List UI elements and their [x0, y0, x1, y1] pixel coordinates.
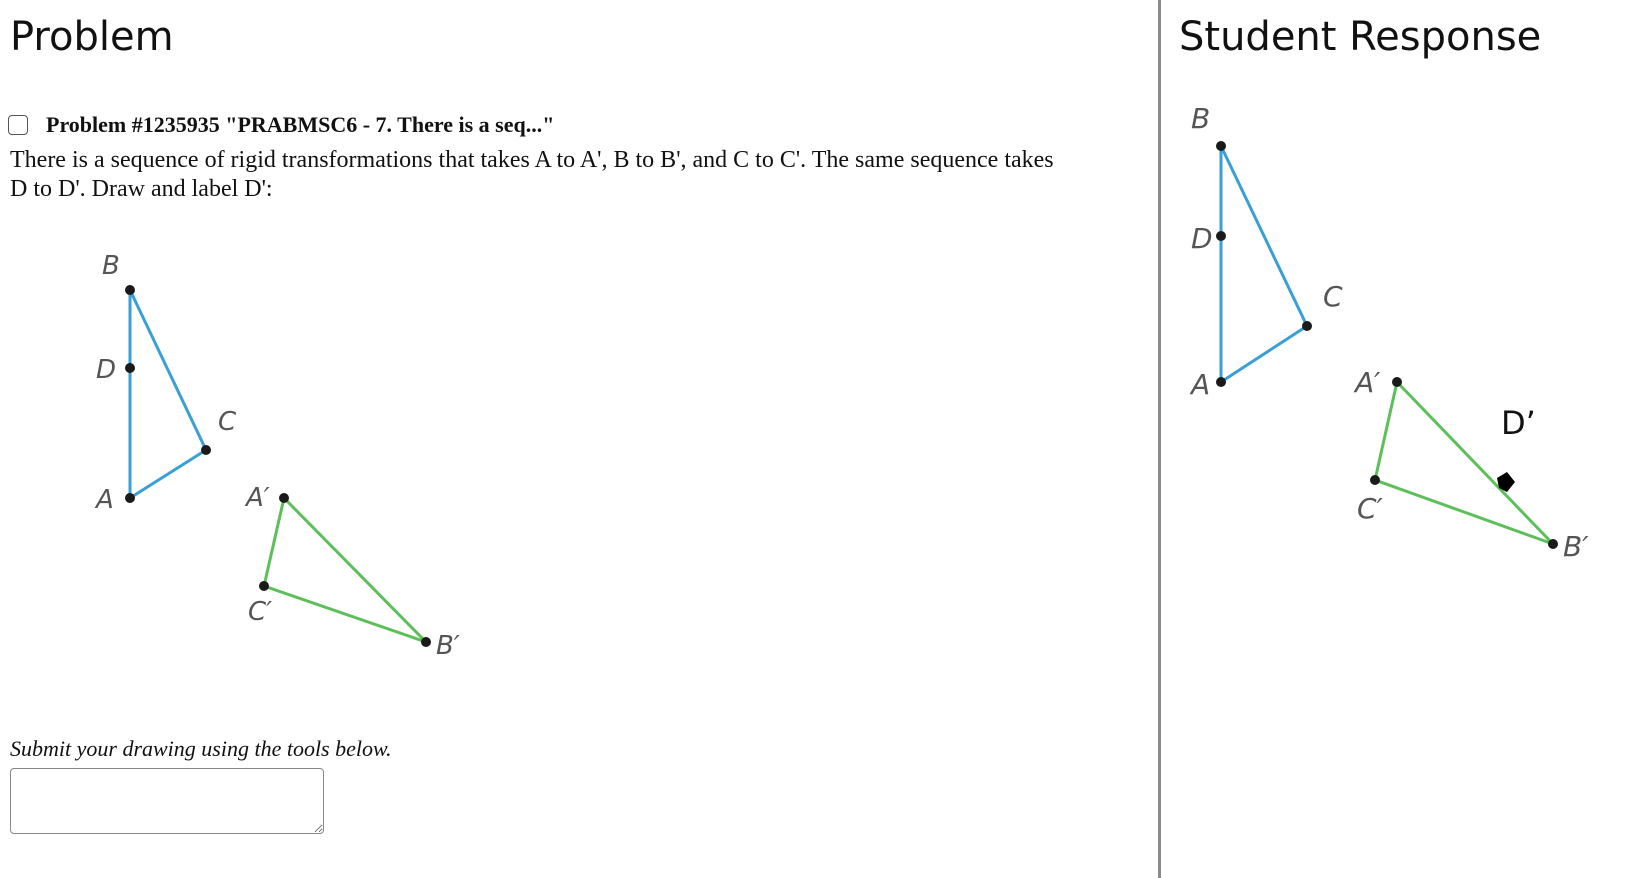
response-label-D: D: [1191, 222, 1213, 255]
original-triangle: [130, 290, 206, 498]
point-A: [125, 493, 135, 503]
response-point-A: [1216, 377, 1226, 387]
label-B-prime: B′: [436, 631, 460, 661]
label-D: D: [96, 355, 117, 385]
response-point-D: [1216, 231, 1226, 241]
response-label-A-prime: A′: [1355, 366, 1381, 399]
response-point-C-prime: [1370, 475, 1380, 485]
problem-statement: There is a sequence of rigid transformations that takes A to A', B to B', and C to C'. The same sequence takes D to D'. Draw and label D':: [10, 147, 1054, 202]
student-response-title: Student Response: [1179, 14, 1542, 60]
label-A-prime: A′: [246, 483, 270, 513]
problem-select-checkbox[interactable]: [8, 115, 28, 135]
problem-header: [8, 112, 554, 138]
point-A-prime: [279, 493, 289, 503]
response-label-B-prime: B′: [1563, 530, 1589, 563]
student-label-D-prime: D’: [1501, 404, 1536, 442]
answer-textarea[interactable]: [10, 768, 324, 834]
response-point-A-prime: [1392, 377, 1402, 387]
point-B: [125, 285, 135, 295]
student-response-pane: [1161, 0, 1652, 878]
point-B-prime: [421, 637, 431, 647]
label-B: B: [102, 251, 120, 281]
response-point-B: [1216, 141, 1226, 151]
point-C-prime: [259, 581, 269, 591]
response-point-C: [1302, 321, 1312, 331]
problem-figure: [80, 250, 500, 670]
point-C: [201, 445, 211, 455]
student-response-figure: [1161, 96, 1631, 576]
problem-pane-title: Problem: [10, 14, 174, 60]
response-original-triangle: [1221, 146, 1307, 382]
response-label-B: B: [1191, 102, 1211, 135]
response-point-B-prime: [1548, 539, 1558, 549]
label-C: C: [218, 407, 237, 437]
problem-label: Problem #1235935 "PRABMSC6 - 7. There is a seq...": [46, 112, 555, 137]
response-label-A: A: [1191, 368, 1211, 401]
image-triangle: [264, 498, 426, 642]
response-label-C: C: [1323, 280, 1343, 313]
label-C-prime: C′: [248, 597, 273, 627]
label-A: A: [96, 485, 114, 515]
response-label-C-prime: C′: [1357, 492, 1383, 525]
point-D: [125, 363, 135, 373]
submit-instructions: Submit your drawing using the tools below.: [10, 736, 392, 761]
